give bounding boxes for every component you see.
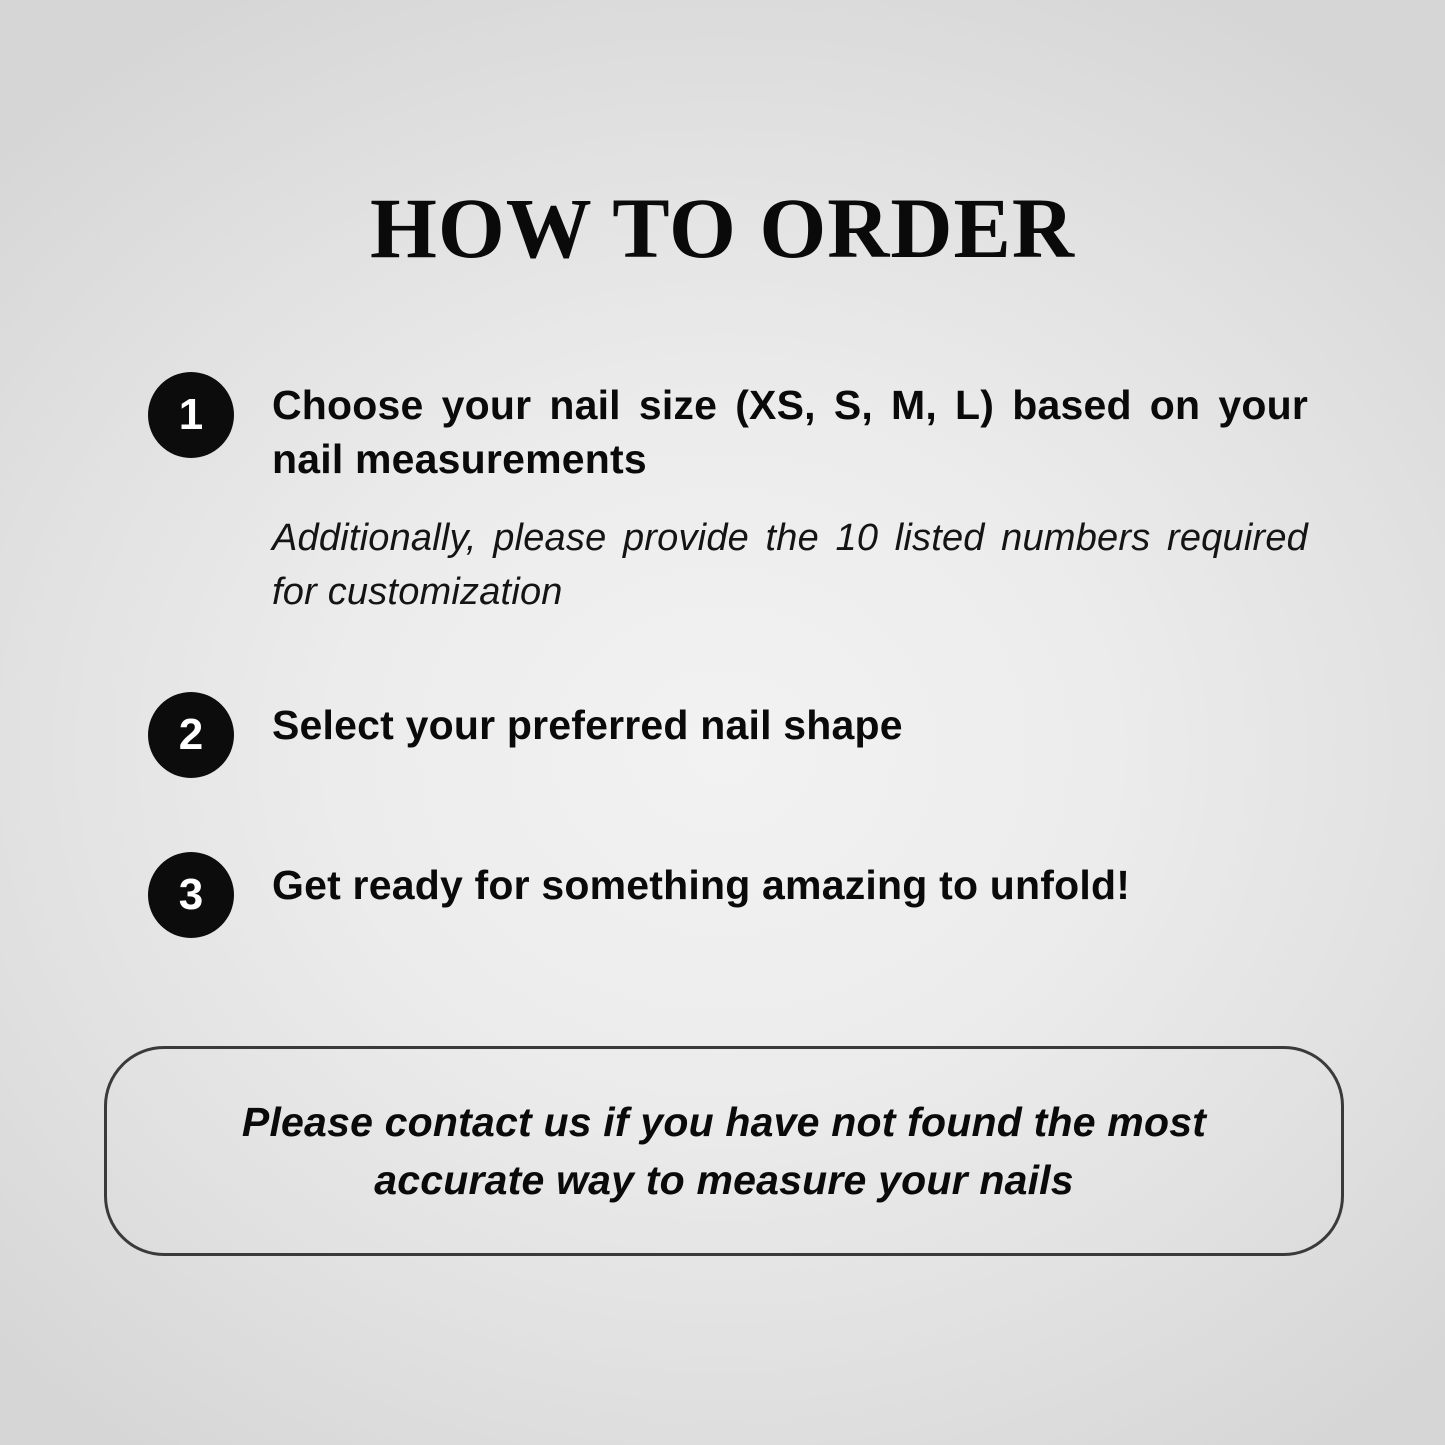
step-body bbox=[272, 692, 1308, 752]
step-title: Select your preferred nail shape bbox=[272, 702, 903, 749]
step-body bbox=[272, 372, 1308, 620]
spacer bbox=[148, 778, 1308, 852]
step-title: Get ready for something amazing to unfold! bbox=[272, 862, 1131, 909]
step-body bbox=[272, 852, 1308, 912]
spacer bbox=[148, 620, 1308, 692]
step-number-badge: 2 bbox=[148, 692, 234, 778]
page-title: HOW TO ORDER bbox=[370, 180, 1075, 276]
step-number-badge: 1 bbox=[148, 372, 234, 458]
list-item bbox=[148, 692, 1308, 778]
list-item bbox=[148, 372, 1308, 620]
contact-notice-box bbox=[104, 1046, 1344, 1256]
list-item bbox=[148, 852, 1308, 938]
contact-notice-text: Please contact us if you have not found the most accurate way to measure your nails bbox=[241, 1098, 1207, 1203]
step-number-badge: 3 bbox=[148, 852, 234, 938]
step-subtitle: Additionally, please provide the 10 listed numbers required for customization bbox=[272, 517, 1308, 614]
steps-list bbox=[148, 372, 1308, 938]
step-title: Choose your nail size (XS, S, M, L) based on your nail measurements bbox=[272, 382, 1308, 483]
